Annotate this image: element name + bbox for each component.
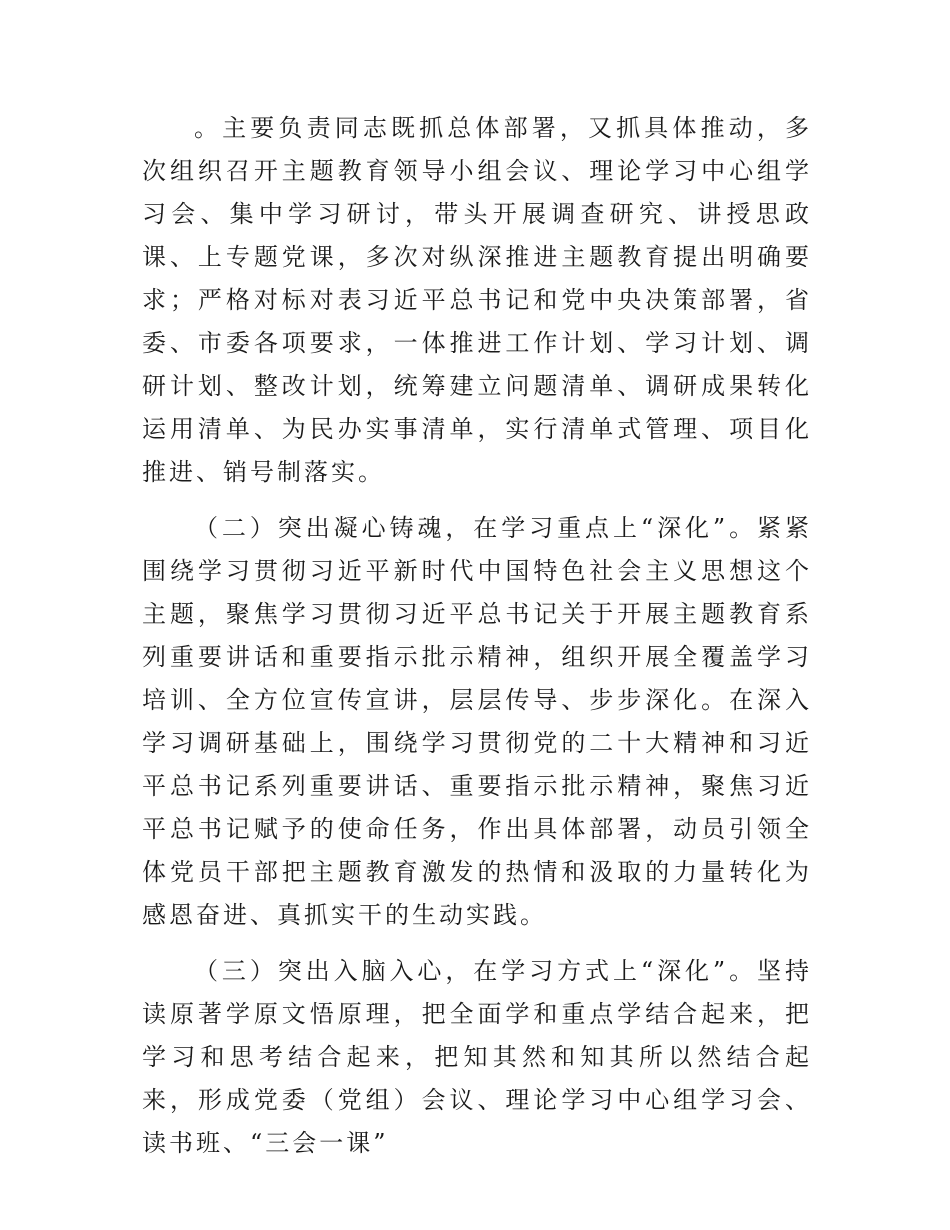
paragraph-section-two: （二）突出凝心铸魂，在学习重点上“深化”。紧紧围绕学习贯彻习近平新时代中国特色社会主义思想这个主题，聚焦学习贯彻习近平总书记关于开展主题教育系列重要讲话和重要指示批示精神，组织开展全覆盖学习培训、全方位宣传宣讲，层层传导、步步深化。在深入学习调研基础上，围绕学习贯彻党的二十大精神和习近平总书记系列重要讲话、重要指示批示精神，聚焦习近平总书记赋予的使命任务，作出具体部署，动员引领全体党员干部把主题教育激发的热情和汲取的力量转化为感恩奋进、真抓实干的生动实践。 (142, 514, 812, 929)
document-body (142, 107, 812, 1178)
paragraph-leadership-responsibility: 。主要负责同志既抓总体部署，又抓具体推动，多次组织召开主题教育领导小组会议、理论学习中心组学习会、集中学习研讨，带头开展调查研究、讲授思政课、上专题党课，多次对纵深推进主题教育提出明确要求；严格对标对表习近平总书记和党中央决策部署，省委、市委各项要求，一体推进工作计划、学习计划、调研计划、整改计划，统筹建立问题清单、调研成果转化运用清单、为民办实事清单，实行清单式管理、项目化推进、销号制落实。 (142, 114, 812, 486)
paragraph-section-three: （三）突出入脑入心，在学习方式上“深化”。坚持读原著学原文悟原理，把全面学和重点学结合起来，把学习和思考结合起来，把知其然和知其所以然结合起来，形成党委（党组）会议、理论学习中心组学习会、读书班、“三会一课” (142, 957, 812, 1157)
